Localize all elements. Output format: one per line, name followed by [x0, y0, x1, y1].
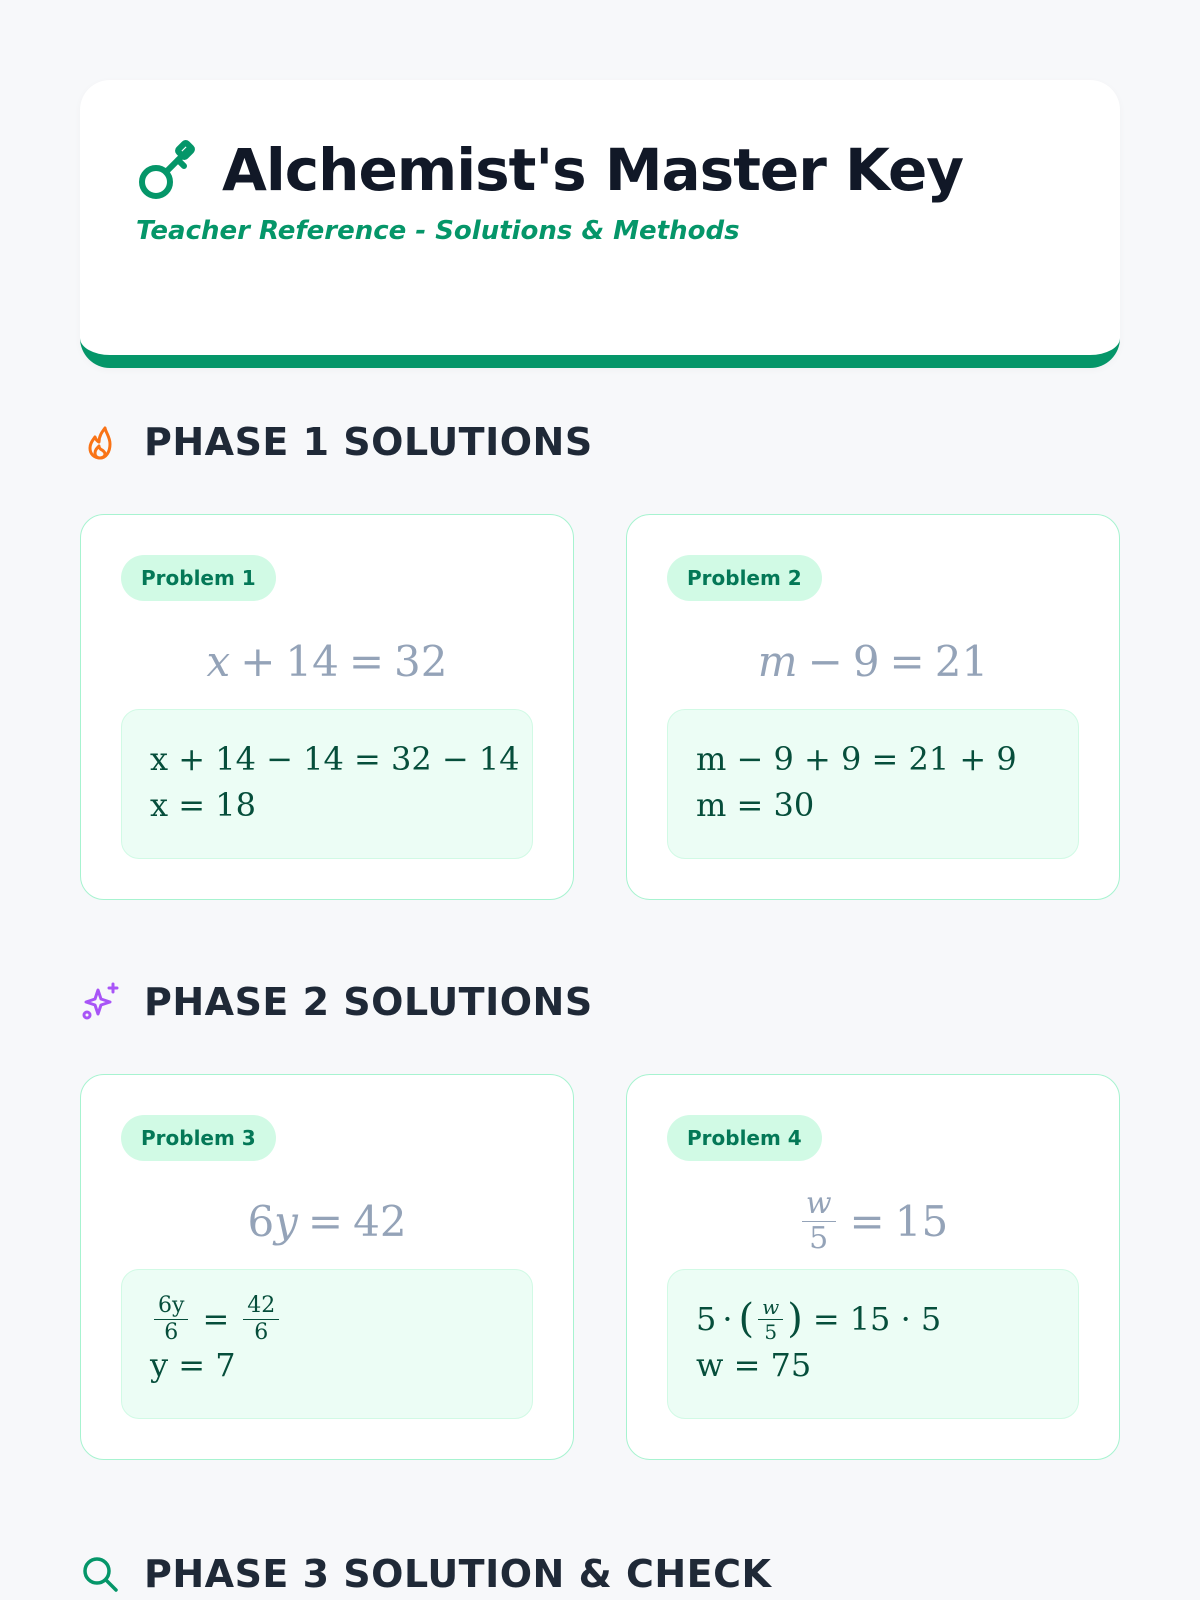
problem-card — [626, 514, 1120, 900]
solution-step: 5 · ( $\frac{w}{5}$ ) = 15 · 5 — [696, 1294, 942, 1344]
solution-steps — [667, 1269, 1079, 1419]
solution-step: y = 7 — [150, 1346, 236, 1384]
title-row — [136, 136, 963, 204]
flame-icon — [80, 422, 120, 462]
key-icon — [136, 138, 200, 202]
problem-equation: 6 y = 42 — [247, 1196, 407, 1246]
solution-steps — [667, 709, 1079, 859]
solution-step: m − 9 + 9 = 21 + 9 — [696, 740, 1017, 778]
section-heading-phase-2 — [80, 980, 593, 1024]
solution-step: x = 18 — [150, 786, 256, 824]
section-title: PHASE 1 SOLUTIONS — [144, 420, 593, 464]
solution-step: x + 14 − 14 = 32 − 14 — [150, 740, 520, 778]
section-heading-phase-1 — [80, 420, 593, 464]
problem-badge: Problem 1 — [121, 555, 276, 601]
problem-equation: m − 9 = 21 — [757, 636, 989, 686]
problem-badge: Problem 3 — [121, 1115, 276, 1161]
solution-steps — [121, 709, 533, 859]
problem-card — [626, 1074, 1120, 1460]
problem-equation: $\frac{w}{5}$ = 15 — [627, 1193, 1119, 1249]
magnifier-icon — [80, 1554, 120, 1594]
solution-step: w = 75 — [696, 1346, 812, 1384]
section-title: PHASE 2 SOLUTIONS — [144, 980, 593, 1024]
problem-card — [80, 1074, 574, 1460]
header-card — [80, 80, 1120, 368]
page-subtitle: Teacher Reference - Solutions & Methods — [136, 216, 740, 246]
problem-equation: x + 14 = 32 — [206, 636, 448, 686]
sparkles-icon — [80, 982, 120, 1022]
section-title: PHASE 3 SOLUTION & CHECK — [144, 1552, 772, 1596]
solution-steps — [121, 1269, 533, 1419]
page-title: Alchemist's Master Key — [222, 136, 964, 204]
problem-badge: Problem 4 — [667, 1115, 822, 1161]
problem-card — [80, 514, 574, 900]
problem-badge: Problem 2 — [667, 555, 822, 601]
section-heading-phase-3 — [80, 1552, 771, 1596]
solution-step: $\frac{6y}{6}$ = $\frac{42}{6}$ — [150, 1296, 504, 1342]
solution-step: m = 30 — [696, 786, 815, 824]
